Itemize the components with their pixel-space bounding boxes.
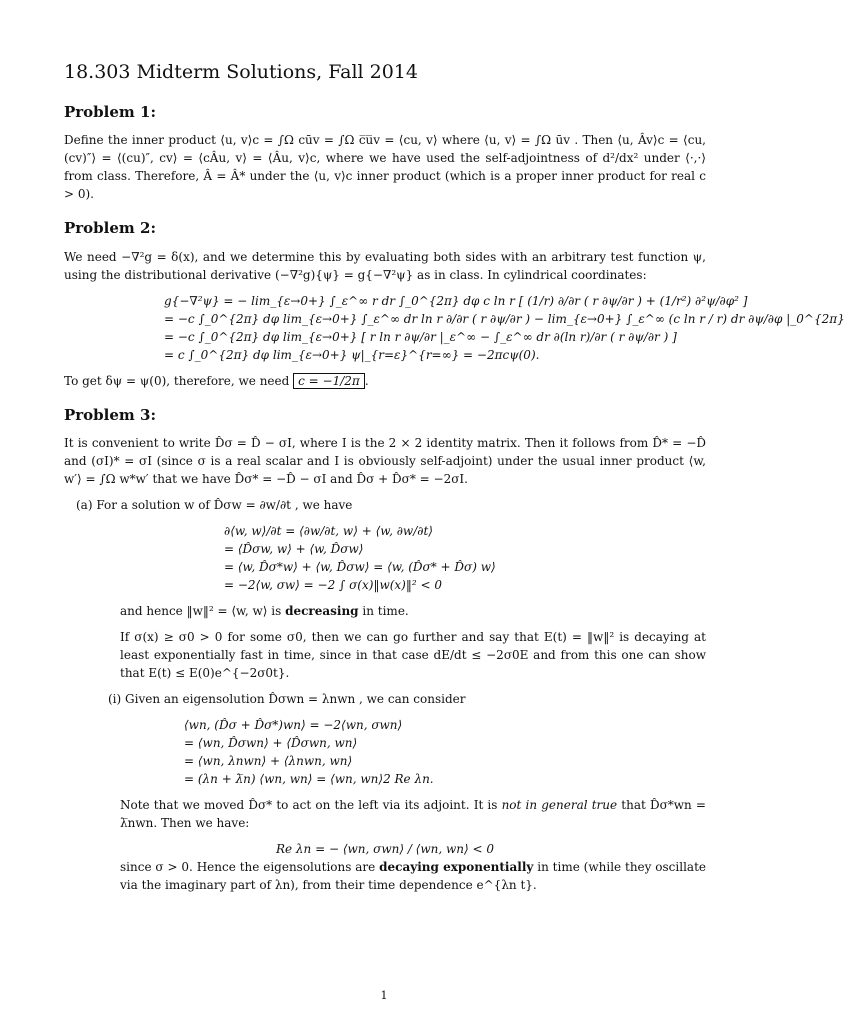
problem-2-equation-block: [64, 292, 845, 364]
equation-line: = ⟨w, D̂σ*w⟩ + ⟨w, D̂σw⟩ = ⟨w, (D̂σ* + D̂σ) w⟩: [224, 560, 496, 574]
part-a-hence: [120, 602, 706, 620]
since-text: since σ > 0. Hence the eigensolutions are: [120, 860, 380, 874]
part-i-intro: (i) Given an eigensolution D̂σwn = λnwn , we can consider: [108, 692, 466, 706]
since-bold: decaying exponentially: [379, 860, 534, 874]
note-italic: not in general true: [501, 798, 618, 812]
conclusion-period: .: [364, 373, 369, 388]
hence-text-end: in time.: [358, 604, 409, 618]
part-a-intro: (a) For a solution w of D̂σw = ∂w/∂t , we have: [76, 498, 353, 512]
part-i-note: [120, 796, 706, 832]
equation-line: = ⟨D̂σw, w⟩ + ⟨w, D̂σw⟩: [224, 542, 364, 556]
note-text-end: that D̂σ*wn = λ̅nwn. Then we have:: [120, 798, 706, 830]
part-a-decay: If σ(x) ≥ σ0 > 0 for some σ0, then we can go further and say that E(t) = ‖w‖² is decaying at least exponentially fast in time, since in that case dE/dt ≤ −2σ0E and from this one can show that E(t) ≤ E(0)e^{−2σ0t}.: [120, 630, 706, 680]
equation-line: = −2⟨w, σw⟩ = −2 ∫ σ(x)‖w(x)‖² < 0: [224, 578, 442, 592]
part-i-equation-block: [64, 716, 706, 788]
equation-line: = (λn + λ̅n) ⟨wn, wn⟩ = ⟨wn, wn⟩2 Re λn.: [184, 772, 434, 786]
conclusion-text: To get δψ = ψ(0), therefore, we need: [64, 373, 290, 388]
equation-line: = c ∫_0^{2π} dφ lim_{ε→0+} ψ|_{r=ε}^{r=∞} = −2πcψ(0).: [164, 347, 540, 362]
equation-line: = −c ∫_0^{2π} dφ lim_{ε→0+} ∫_ε^∞ dr ln r ∂/∂r ( r ∂ψ/∂r ) − lim_{ε→0+} ∫_ε^∞ (c ln r / r) dr ∂ψ/∂φ |_0^{2π}: [164, 311, 845, 326]
equation-line: = ⟨wn, D̂σwn⟩ + ⟨D̂σwn, wn⟩: [184, 736, 358, 750]
problem-3-heading: Problem 3:: [64, 405, 156, 424]
since-text-end: in time (while they oscillate via the imaginary part of λn), from their time dependence e^{λn t}.: [120, 860, 706, 892]
note-text: Note that we moved D̂σ* to act on the left via its adjoint. It is: [120, 798, 502, 812]
document-title: 18.303 Midterm Solutions, Fall 2014: [64, 61, 418, 83]
hence-text: and hence ‖w‖² = ⟨w, w⟩ is: [120, 604, 286, 618]
problem-1-heading: Problem 1:: [64, 102, 156, 121]
page-content: [64, 58, 845, 902]
problem-2-heading: Problem 2:: [64, 219, 156, 237]
re-lambda-equation: Re λn = − ⟨wn, σwn⟩ / ⟨wn, wn⟩ < 0: [275, 842, 494, 856]
problem-2-intro: We need −∇²g = δ(x), and we determine this by evaluating both sides with an arbitrary test function ψ, using the distributional derivative (−∇²g){ψ} = g{−∇²ψ} as in class. In cylindrical coordinates:: [64, 249, 706, 282]
part-a-equation-block: [64, 522, 706, 594]
equation-line: = ⟨wn, λnwn⟩ + ⟨λnwn, wn⟩: [184, 754, 353, 768]
part-i-conclusion: [120, 858, 706, 894]
boxed-answer: c = −1/2π: [293, 373, 365, 389]
hence-bold: decreasing: [285, 604, 359, 618]
problem-2-conclusion: [64, 372, 706, 390]
equation-line: ⟨wn, (D̂σ + D̂σ*)wn⟩ = −2⟨wn, σwn⟩: [184, 718, 403, 732]
equation-line: ∂⟨w, w⟩/∂t = ⟨∂w/∂t, w⟩ + ⟨w, ∂w/∂t⟩: [224, 524, 433, 538]
equation-line: = −c ∫_0^{2π} dφ lim_{ε→0+} [ r ln r ∂ψ/∂r |_ε^∞ − ∫_ε^∞ dr ∂(ln r)/∂r ( r ∂ψ/∂r ) ]: [164, 329, 677, 344]
problem-1-text: Define the inner product ⟨u, v⟩c = ∫Ω cūv = ∫Ω c̅u̅v = ⟨cu, v⟩ where ⟨u, v⟩ = ∫Ω ūv . Then ⟨u, Âv⟩c = ⟨cu, (cv)″⟩ = ⟨(cu)″, cv⟩ = ⟨cÂu, v⟩ = ⟨Âu, v⟩c, where we have used the self-adjointness of d²/dx² under ⟨·,·⟩ from class. Therefore, Â = Â* under the ⟨u, v⟩c inner product (which is a proper inner product for real c > 0).: [64, 133, 706, 201]
equation-line: g{−∇²ψ} = − lim_{ε→0+} ∫_ε^∞ r dr ∫_0^{2π} dφ c ln r [ (1/r) ∂/∂r ( r ∂ψ/∂r ) + (1/r²) ∂²ψ/∂φ² ]: [164, 293, 748, 308]
page-number: 1: [380, 989, 388, 1002]
problem-3-intro: It is convenient to write D̂σ = D̂ − σI, where I is the 2 × 2 identity matrix. Then it follows from D̂* = −D̂ and (σI)* = σI (since σ is a real scalar and I is obviously self-adjoint) under the usual inner product ⟨w, w′⟩ = ∫Ω w*w′ that we have D̂σ* = −D̂ − σI and D̂σ + D̂σ* = −2σI.: [64, 436, 706, 486]
